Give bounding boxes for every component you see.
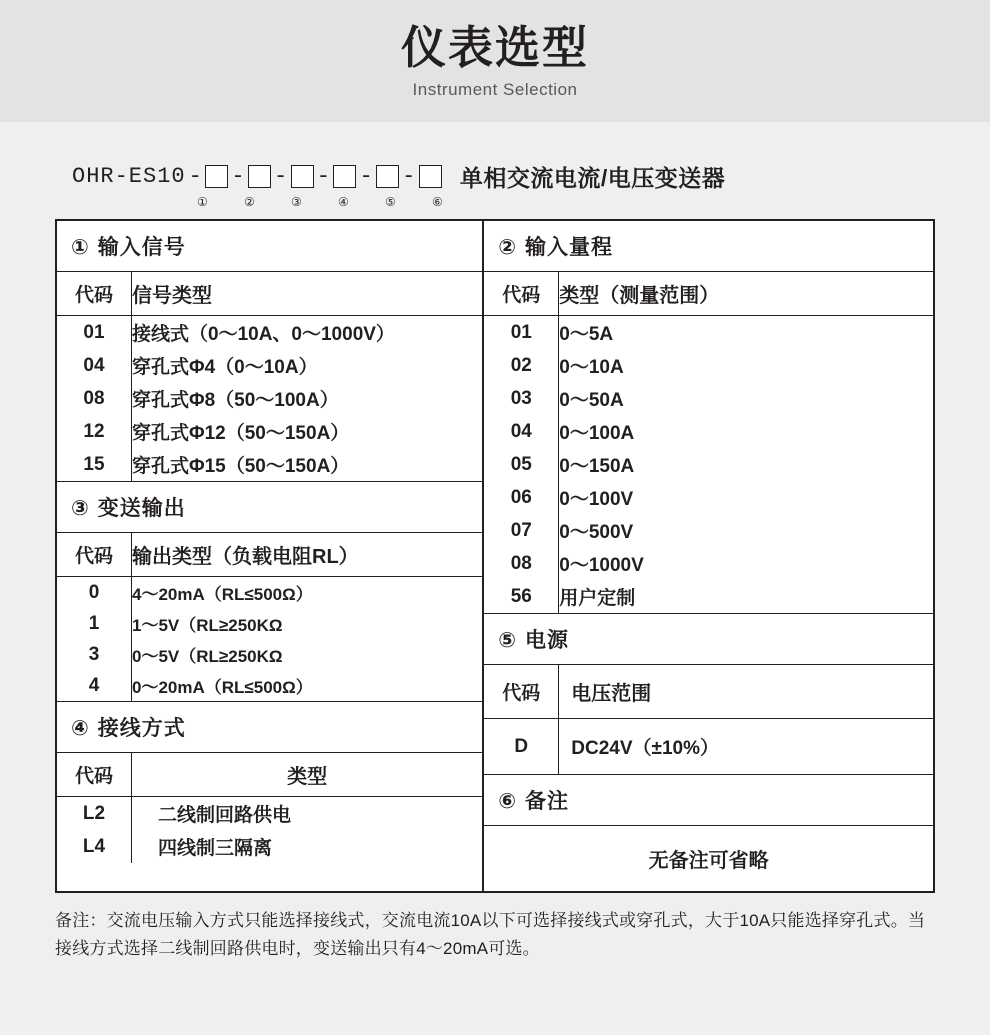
table-row: [57, 608, 482, 639]
model-dash-1: -: [231, 164, 246, 189]
table-row: [57, 639, 482, 670]
row-code: 01: [484, 316, 559, 350]
table-row: [57, 272, 482, 316]
table-row: [57, 753, 482, 797]
model-box-1[interactable]: [205, 165, 228, 188]
model-dash-5: -: [402, 164, 416, 189]
header-code: 代码: [57, 533, 132, 577]
row-code: 0: [57, 577, 132, 609]
table-row: [57, 830, 482, 863]
model-box-5[interactable]: [376, 165, 399, 188]
row-code: 07: [484, 514, 559, 547]
row-value: 穿孔式Φ12（50～150A）: [132, 423, 350, 444]
model-index-2: ②: [244, 195, 255, 209]
model-index-row: [72, 195, 990, 209]
row-code: 06: [484, 481, 559, 514]
row-value: 二线制回路供电: [158, 805, 292, 826]
table-row: [484, 382, 933, 415]
table-row: [57, 533, 482, 577]
row-code: 04: [57, 349, 132, 382]
model-code-line: [72, 160, 990, 193]
table-row: [484, 349, 933, 382]
section-wiring-title: 接线方式: [97, 717, 186, 740]
section-power: [484, 614, 933, 775]
model-box-6[interactable]: [419, 165, 442, 188]
row-value: 用户定制: [559, 588, 636, 609]
section-power-title: 电源: [525, 629, 570, 652]
row-code: 15: [57, 448, 132, 481]
row-code: 01: [57, 316, 132, 350]
table-row: [57, 448, 482, 481]
table-row: [484, 415, 933, 448]
table-row: [484, 547, 933, 580]
row-value: DC24V（±10%）: [571, 738, 719, 759]
header-type: 输出类型（负载电阻RL）: [132, 546, 359, 568]
model-box-2[interactable]: [248, 165, 271, 188]
section-output-header: [57, 482, 482, 533]
table-wiring: [57, 753, 482, 863]
circle-number-4: ④: [71, 717, 90, 740]
row-value: 1～5V（RL≥250KΩ: [132, 616, 283, 635]
page-title: 仪表选型: [400, 22, 589, 74]
row-code: 02: [484, 349, 559, 382]
row-code: 4: [57, 670, 132, 701]
row-value: 4～20mA（RL≤500Ω）: [132, 585, 313, 604]
row-value: 0～100A: [559, 423, 635, 444]
table-row: [484, 272, 933, 316]
table-row: [484, 316, 933, 350]
circle-number-3: ③: [71, 497, 90, 520]
model-dash-0: -: [188, 164, 203, 189]
row-value: 0～500V: [559, 522, 634, 543]
row-value: 0～150A: [559, 456, 635, 477]
row-value: 四线制三隔离: [158, 838, 273, 859]
section-wiring: [57, 702, 482, 863]
section-wiring-header: [57, 702, 482, 753]
header-code: 代码: [57, 753, 132, 797]
section-power-header: [484, 614, 933, 665]
header-type: 类型（测量范围）: [559, 285, 720, 307]
table-row: [57, 797, 482, 831]
model-prefix: OHR-ES10: [72, 164, 186, 189]
section-output: [57, 482, 482, 702]
row-value: 0～5V（RL≥250KΩ: [132, 647, 283, 666]
header-code: 代码: [484, 665, 559, 719]
tables-left-column: [57, 221, 484, 891]
row-code: 3: [57, 639, 132, 670]
circle-number-5: ⑤: [498, 629, 518, 652]
table-power: [484, 665, 933, 774]
model-box-4[interactable]: [333, 165, 356, 188]
header-type: 电压范围: [571, 683, 652, 705]
row-code: 08: [57, 382, 132, 415]
table-row: [484, 448, 933, 481]
header-type: 信号类型: [132, 285, 212, 307]
row-value: 0～50A: [559, 390, 624, 411]
row-code: L4: [57, 830, 132, 863]
model-description: 单相交流电流/电压变送器: [459, 165, 726, 191]
row-value: 0～20mA（RL≤500Ω）: [132, 678, 313, 697]
section-input-signal-title: 输入信号: [97, 236, 186, 259]
table-input-range: [484, 272, 933, 613]
row-value: 穿孔式Φ4（0～10A）: [132, 357, 318, 378]
row-value: 穿孔式Φ8（50～100A）: [132, 390, 339, 411]
row-code: 08: [484, 547, 559, 580]
model-index-6: ⑥: [432, 195, 443, 209]
table-row: [484, 719, 933, 775]
circle-number-2: ②: [498, 236, 518, 259]
section-remark-header: [484, 775, 933, 826]
row-value: 接线式（0～10A、0～1000V）: [132, 324, 395, 345]
section-remark-title: 备注: [525, 790, 570, 813]
table-row: [57, 415, 482, 448]
header-type: 类型: [287, 766, 328, 788]
section-output-title: 变送输出: [97, 497, 186, 520]
model-index-4: ④: [338, 195, 349, 209]
row-value: 0～10A: [559, 357, 624, 378]
row-code: 03: [484, 382, 559, 415]
row-code: 1: [57, 608, 132, 639]
header-code: 代码: [484, 272, 559, 316]
table-row: [57, 316, 482, 350]
model-dash-2: -: [274, 164, 288, 189]
row-code: L2: [57, 797, 132, 831]
section-input-range: [484, 221, 933, 614]
table-row: [484, 481, 933, 514]
section-input-signal: [57, 221, 482, 482]
table-row: [57, 577, 482, 609]
row-value: 穿孔式Φ15（50～150A）: [132, 456, 350, 477]
table-output: [57, 533, 482, 701]
section-input-range-header: [484, 221, 933, 272]
section-input-range-title: 输入量程: [525, 236, 614, 259]
table-row: [484, 514, 933, 547]
model-dash-3: -: [316, 164, 331, 189]
model-dash-4: -: [359, 164, 374, 189]
footer-remark: 备注：交流电压输入方式只能选择接线式，交流电流10A以下可选择接线式或穿孔式，大于10A只能选择穿孔式。当接线方式选择二线制回路供电时，变送输出只有4～20mA可选。: [55, 911, 926, 959]
page-header: [0, 0, 990, 122]
section-input-signal-header: [57, 221, 482, 272]
row-code: 56: [484, 580, 559, 613]
model-index-1: ①: [197, 195, 208, 209]
section-remark: [484, 775, 933, 891]
model-code-area: [0, 160, 990, 209]
model-index-3: ③: [291, 195, 302, 209]
row-value: 0～5A: [559, 324, 614, 345]
row-code: 12: [57, 415, 132, 448]
table-row: [57, 670, 482, 701]
row-code: 04: [484, 415, 559, 448]
row-value: 0～1000V: [559, 555, 644, 576]
model-index-5: ⑤: [385, 195, 396, 209]
table-row: [484, 665, 933, 719]
table-row: [57, 382, 482, 415]
model-box-3[interactable]: [291, 165, 314, 188]
circle-number-1: ①: [71, 236, 90, 259]
circle-number-6: ⑥: [498, 790, 518, 813]
tables-right-column: [484, 221, 933, 891]
row-code: D: [484, 719, 559, 775]
header-code: 代码: [57, 272, 132, 316]
table-row: [57, 349, 482, 382]
table-row: [484, 580, 933, 613]
row-value: 0～100V: [559, 489, 634, 510]
page-subtitle: Instrument Selection: [412, 79, 578, 99]
section-remark-note: 无备注可省略: [648, 850, 769, 872]
row-code: 05: [484, 448, 559, 481]
table-input-signal: [57, 272, 482, 481]
selection-tables: [55, 219, 935, 893]
